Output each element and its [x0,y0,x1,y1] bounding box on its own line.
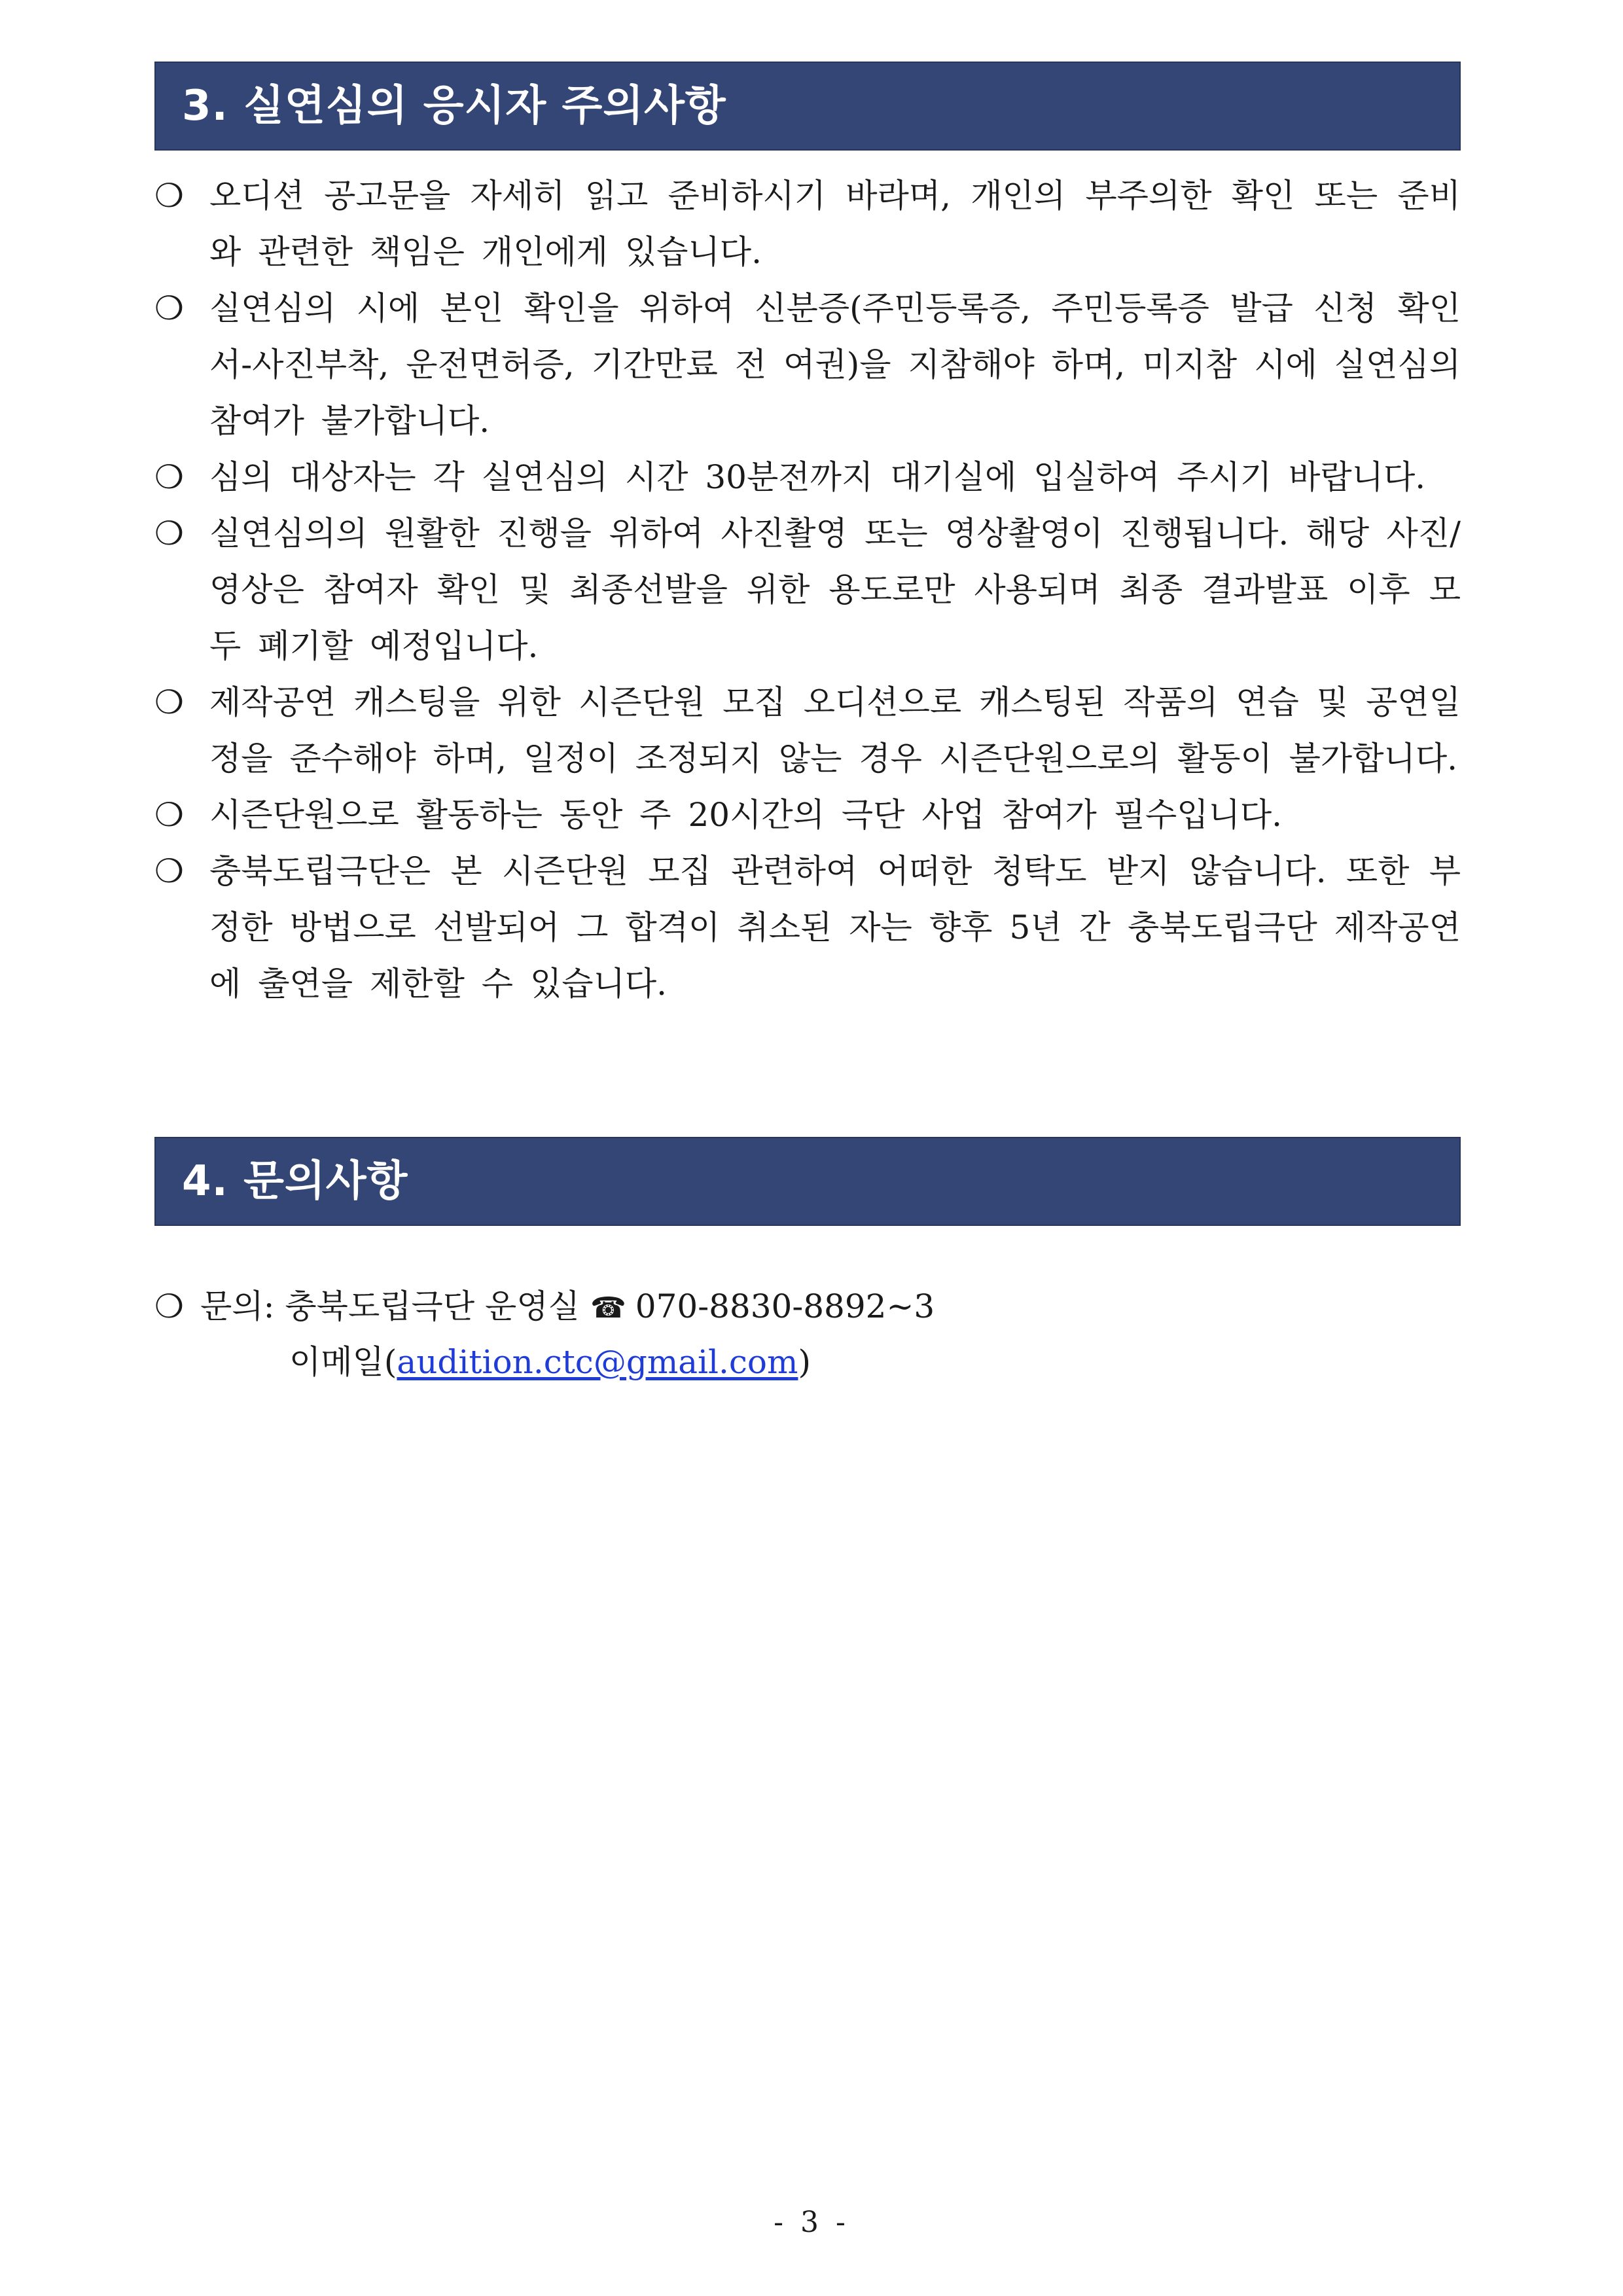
list-item [154,674,1461,787]
email-suffix: ) [798,1343,811,1381]
list-item [154,280,1461,449]
section-4-title: 4. 문의사항 [182,1157,408,1206]
contact-office: 충북도립극단 운영실 [285,1287,580,1325]
list-item [154,505,1461,674]
phone-icon: ☎ [590,1291,626,1325]
list-item-text: 실연심의의 원활한 진행을 위하여 사진촬영 또는 영상촬영이 진행됩니다. 해당 사진/영상은 참여자 확인 및 최종선발을 위한 용도로만 사용되며 최종 결과발표 이후 모두 폐기할 예정입니다. [209,514,1461,665]
circle-bullet-icon: ❍ [154,796,184,834]
circle-bullet-icon: ❍ [154,852,184,890]
list-item [154,787,1461,843]
contact-phone-row [154,1280,1398,1335]
circle-bullet-icon: ❍ [154,458,184,496]
contact-phone: 070-8830-8892~3 [635,1287,935,1325]
email-link[interactable]: audition.ctc@gmail.com [397,1343,798,1381]
list-item [154,168,1461,280]
list-item-text: 실연심의 시에 본인 확인을 위하여 신분증(주민등록증, 주민등록증 발급 신청 확인서-사진부착, 운전면허증, 기간만료 전 여권)을 지참해야 하며, 미지참 시에 실연심의 참여가 불가합니다. [209,289,1461,440]
page-number: - 3 - [774,2206,849,2239]
list-item-text: 오디션 공고문을 자세히 읽고 준비하시기 바라며, 개인의 부주의한 확인 또는 준비와 관련한 책임은 개인에게 있습니다. [209,177,1461,271]
contact-info [154,1280,1398,1389]
list-item-text: 심의 대상자는 각 실연심의 시간 30분전까지 대기실에 입실하여 주시기 바랍니다. [209,458,1426,496]
contact-email-row [154,1335,1398,1389]
circle-bullet-icon: ❍ [154,683,184,721]
list-item-text: 제작공연 캐스팅을 위한 시즌단원 모집 오디션으로 캐스팅된 작품의 연습 및 공연일정을 준수해야 하며, 일정이 조정되지 않는 경우 시즌단원으로의 활동이 불가합니다. [209,683,1461,778]
notice-list [154,168,1461,1012]
circle-bullet-icon: ❍ [154,1287,184,1325]
section-3-title: 3. 실연심의 응시자 주의사항 [182,82,726,130]
email-label: 이메일( [289,1343,397,1381]
circle-bullet-icon: ❍ [154,177,184,215]
circle-bullet-icon: ❍ [154,514,184,552]
section-3-header [154,62,1461,151]
list-item-text: 충북도립극단은 본 시즌단원 모집 관련하여 어떠한 청탁도 받지 않습니다. 또한 부정한 방법으로 선발되어 그 합격이 취소된 자는 향후 5년 간 충북도립극단 제작공연에 출연을 제한할 수 있습니다. [209,852,1461,1003]
list-item [154,449,1461,505]
contact-label: 문의: [200,1287,275,1325]
list-item [154,843,1461,1012]
list-item-text: 시즌단원으로 활동하는 동안 주 20시간의 극단 사업 참여가 필수입니다. [209,796,1283,834]
circle-bullet-icon: ❍ [154,289,184,327]
section-4-header [154,1137,1461,1226]
